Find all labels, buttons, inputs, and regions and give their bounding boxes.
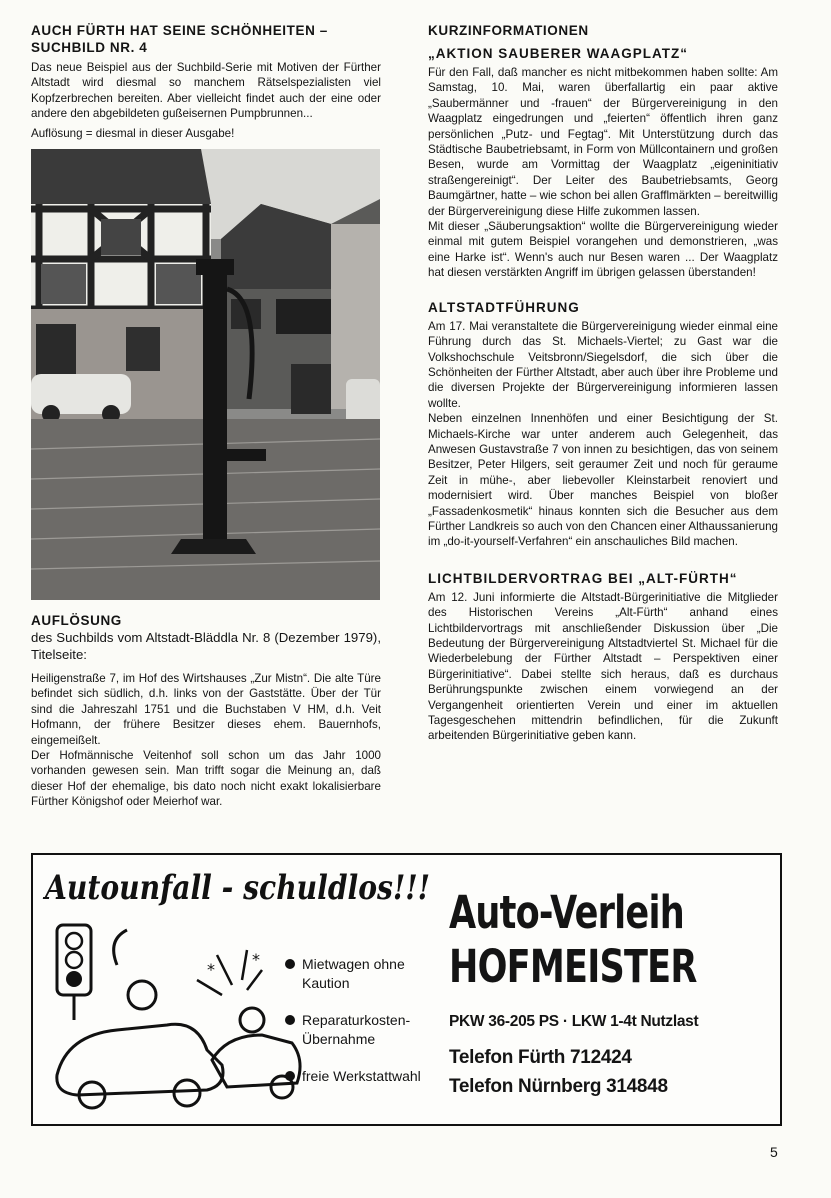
svg-text:*: * — [252, 950, 260, 969]
aufloesung-paragraph-1: Heiligenstraße 7, im Hof des Wirtshauses „Zur Mistn“. Die alte Türe befindet sich südlich, d.h. links von der Gaststätte. Über der Tür sind die Jahreszahl 1751 und die Buchstaben V HM, d.h. Veit Hofmann, der frühere Besitzer dieses ehem. Bauernhofs, eingemeißelt. — [31, 672, 381, 747]
suchbild-solution-note: Auflösung = diesmal in dieser Ausgabe! — [31, 126, 235, 140]
suchbild-photo — [31, 149, 380, 600]
ad-bullet-item — [285, 1011, 435, 1049]
suchbild-heading-line1: AUCH FÜRTH HAT SEINE SCHÖNHEITEN – — [31, 23, 328, 38]
ad-vehicle-info: PKW 36-205 PS · LKW 1-4t Nutzlast — [449, 1013, 699, 1030]
aktion-paragraph-2: Mit dieser „Säuberungsaktion“ wollte die Bürgervereinigung wieder einmal mit gutem Beispiel vorangehen und demonstrieren, „was eine Harke ist“. Wenn's auch nur Besen waren ... Der Waagplatz hat diesen verstärkten Angriff im übrigen gelassen überstanden! — [428, 220, 778, 280]
ad-brand-line-2: HOFMEISTER — [449, 940, 697, 993]
right-column — [428, 22, 778, 744]
bullet-dot-icon — [285, 1071, 295, 1081]
svg-text:*: * — [207, 960, 215, 979]
kurzinformationen-heading: KURZINFORMATIONEN — [428, 23, 589, 38]
svg-text:Autounfall - schuldlos!!!: Autounfall - schuldlos!!! — [42, 868, 430, 908]
lichtbildervortrag-heading: LICHTBILDERVORTRAG BEI „ALT-FÜRTH“ — [428, 570, 738, 586]
altstadtfuehrung-paragraph-2: Neben einzelnen Innenhöfen und einer Besichtigung der St. Michaels-Kirche war unter anderem auch Gelegenheit, das Anwesen Gustavstraße 7 von innen zu besichtigen, das von seinem Besitzer, Peter Hilgers, seit geraumer Zeit und noch für geraume Zeit in mühe-, aber liebevoller Kleinstarbeit renoviert und modernisiert wird. Über manches Beispiel von bloßer „Fassadenkosmetik“ hinaus konnten sich die Besucher aus dem Fürther Landkreis so auch von den Chancen einer Althaussanierung im „do-it-yourself-Verfahren“ ein anschauliches Bild machen. — [428, 412, 778, 549]
bullet-dot-icon — [285, 959, 295, 969]
ad-phone-fuerth: Telefon Fürth 712424 — [449, 1047, 632, 1068]
suchbild-intro: Das neue Beispiel aus der Suchbild-Serie mit Motiven der Fürther Altstadt wird diesmal so manchem Rätselspezialisten viel Kopfzerbrechen bereiten. Aber vielleicht findet auch der eine oder andere den abgebildeten gußeisernen Pumpbrunnen... — [31, 61, 381, 121]
aktion-heading: „AKTION SAUBERER WAAGPLATZ“ — [428, 46, 688, 61]
ad-phone-nuernberg: Telefon Nürnberg 314848 — [449, 1076, 668, 1097]
ad-bullet-text: Reparaturkosten-Übernahme — [302, 1012, 411, 1047]
ad-bullet-text: Mietwagen ohne Kaution — [302, 956, 405, 991]
page-number: 5 — [770, 1144, 778, 1160]
ad-headline-lettering — [41, 861, 441, 911]
altstadtfuehrung-paragraph-1: Am 17. Mai veranstaltete die Bürgervereinigung wieder einmal eine Führung durch das St. Michaels-Viertel; zu Gast war die Volkshochschule Veitsbronn/Siegelsdorf, die sich über die Schönheiten der Fürther Altstadt, aber auch über ihre Probleme und die diversen Projekte der Bürgervereinigung informieren lassen wollte. — [428, 319, 778, 410]
suchbild-heading-line2: SUCHBILD NR. 4 — [31, 40, 148, 55]
ad-bullet-item — [285, 1067, 435, 1086]
aufloesung-paragraph-2: Der Hofmännische Veitenhof soll schon um das Jahr 1000 vorhanden gewesen sein. Man trifft sogar die Meinung an, daß dieser Hof der ehemalige, bis dato noch nicht exakt lokalisierbare Fürther Königshof oder Meierhof war. — [31, 749, 381, 809]
aktion-paragraph-1: Für den Fall, daß mancher es nicht mitbekommen haben sollte: Am Samstag, 10. Mai, waren überfallartig ein paar aktive „Saubermänner und -frauen“ der Bürgervereinigung in den Waagplatz eingedrungen und „feierten“ öffentlich ihren ganz persönlichen „Putz- und Fegtag“. Mit Unterstützung durch das Städtische Baubetriebsamt, in Form von Müllcontainern und großen Besen, wurde am Vormittag der Waagplatz „eigeninitiativ straßengereinigt“. Der Leiter des Baubetriebsamts, Georg Baumgärtner, hatte – wie schon bei allen Grafflmärkten – bereitwillig der Bürgervereinigung diese Hilfe zukommen lassen. — [428, 66, 778, 218]
ad-bullet-item — [285, 955, 435, 993]
bullet-dot-icon — [285, 1015, 295, 1025]
ad-brand-line-1: Auto-Verleih — [449, 886, 684, 939]
altstadtfuehrung-heading: ALTSTADTFÜHRUNG — [428, 299, 580, 315]
ad-bullet-list — [285, 955, 435, 1104]
lichtbildervortrag-paragraph: Am 12. Juni informierte die Altstadt-Bürgerinitiative die Mitglieder des Historischen Vereins „Alt-Fürth“ anhand eines Lichtbildervortrags mit anschließender Diskussion über „Die Bedeutung der Bürgervereinigung Altstadtviertel St. Michael für die Wiederbelebung der Fürther Altstadt – Perspektiven einer Bürgerinitiative“. Dabei stellte sich heraus, daß es durchaus Berührungspunkte zwischen einem vorwiegend an der Vergangenheit orientierten Verein und einer im aktuellen Tagesgeschehen mittendrin befindlichen, für die Zukunft arbeitenden Bürgerinitiative geben kann. — [428, 590, 778, 743]
aufloesung-subtitle: des Suchbilds vom Altstadt-Bläddla Nr. 8 (Dezember 1979), Titelseite: — [31, 630, 381, 663]
left-column — [31, 22, 381, 810]
aufloesung-heading: AUFLÖSUNG — [31, 613, 122, 629]
car-crash-cartoon — [47, 925, 307, 1115]
ad-bullet-text: freie Werkstattwahl — [302, 1068, 421, 1084]
advertisement-box — [31, 853, 782, 1126]
